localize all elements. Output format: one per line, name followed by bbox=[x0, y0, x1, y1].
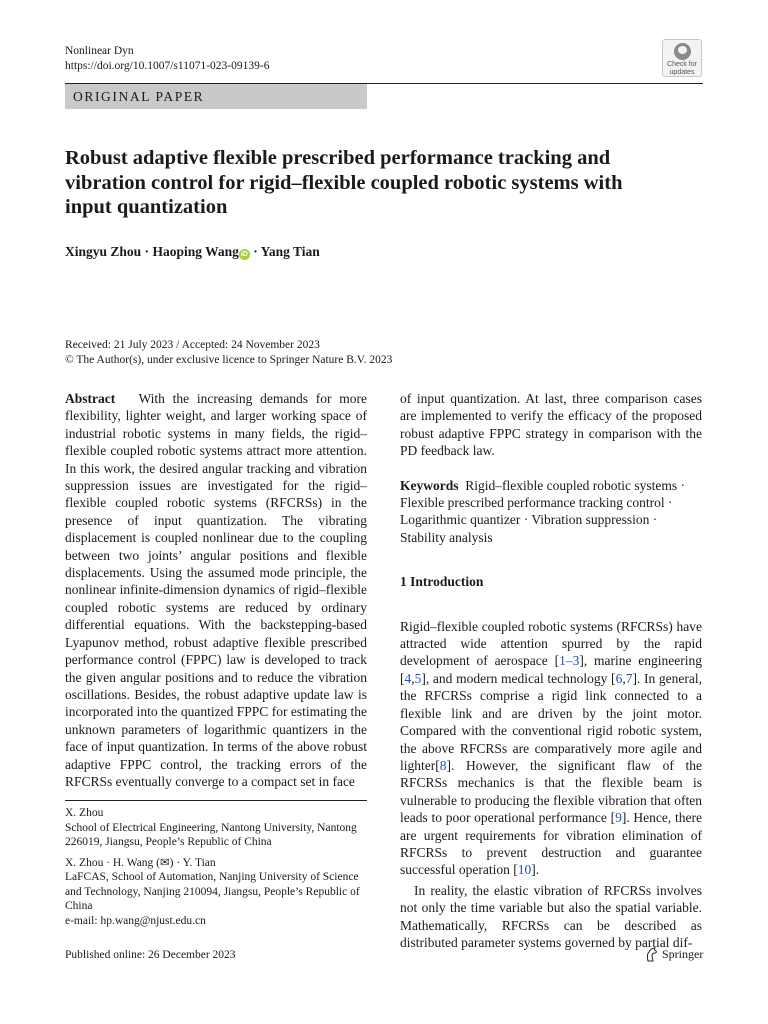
abstract-label: Abstract bbox=[65, 391, 116, 406]
left-column bbox=[65, 390, 367, 790]
copyright-notice: © The Author(s), under exclusive licence to Springer Nature B.V. 2023 bbox=[65, 354, 393, 366]
citation-link[interactable]: 4 bbox=[404, 670, 412, 686]
affiliation-address: School of Electrical Engineering, Nantong University, Nantong 226019, Jiangsu, People’s Republic of China bbox=[65, 821, 357, 848]
publisher-logo[interactable] bbox=[645, 947, 703, 962]
affiliation-name: X. Zhou · H. Wang (✉) · Y. Tian bbox=[65, 856, 216, 869]
affiliation-rule bbox=[65, 800, 367, 801]
affiliations bbox=[65, 806, 370, 928]
citation-link[interactable]: 10 bbox=[517, 862, 532, 878]
orcid-icon[interactable]: iD bbox=[240, 251, 248, 258]
received-accepted: Received: 21 July 2023 / Accepted: 24 November 2023 bbox=[65, 339, 320, 351]
abstract-text: With the increasing demands for more flexibility, lighter weight, and larger working space of industrial robotic systems in many fields, the rigid–flexible coupled robotic systems attract more attention. In this work, the desired angular tracking and vibration suppression issues are investigated for the rigid–flexible coupled robotic systems (RFCRSs) in the presence of input quantization. The vibrating displacement is coupled nonlinear due to the coupling between two joints’ angular positions and flexible displacements. Using the assumed mode principle, the nonlinear infinite-dimension dynamics of rigid–flexible coupled robotic systems are reduced by ordinary differential equations. With the backstepping-based Lyapunov method, robust adaptive flexible prescribed performance control (FPPC) law is developed to track the given angular positions and to reduce the vibration oscillations. Besides, the robust adaptive update law is incorporated into the quantized FPPC for estimating the unknown parameters of logarithmic quantizers in the face of input quantization. In terms of the above robust adaptive FPPC control, the tracking errors of the RFCRSs eventually converge to a compact set in face bbox=[65, 391, 368, 789]
abstract-paragraph bbox=[65, 390, 367, 790]
right-column bbox=[400, 390, 702, 951]
citation-link[interactable]: 9 bbox=[615, 810, 622, 826]
journal-header bbox=[65, 44, 269, 74]
citation-link[interactable]: 6 bbox=[615, 670, 623, 686]
author-separator: · bbox=[144, 244, 150, 259]
check-updates-line2: updates bbox=[669, 69, 695, 76]
paper-type-banner: ORIGINAL PAPER bbox=[65, 84, 367, 109]
intro-paragraph: In reality, the elastic vibration of RFCRSs involves not only the time variable but also the spatial variable. Mathematically, RFCRSs can be described as distributed parameter systems governed by partial dif- bbox=[400, 882, 702, 950]
citation-link[interactable]: 1–3 bbox=[559, 653, 580, 669]
citation-link[interactable]: 5 bbox=[414, 670, 422, 686]
check-for-updates-badge[interactable] bbox=[662, 39, 702, 77]
keywords-block bbox=[400, 477, 702, 547]
author-name[interactable]: Yang Tian bbox=[260, 244, 320, 259]
article-dates bbox=[65, 338, 392, 368]
corresponding-email[interactable]: e-mail: hp.wang@njust.edu.cn bbox=[65, 914, 206, 927]
section-heading-introduction: 1 Introduction bbox=[400, 574, 484, 590]
keywords-text: Rigid–flexible coupled robotic systems · Flexible prescribed performance tracking control · Logarithmic quantizer · Vibration suppression · Stability analysis bbox=[400, 477, 685, 545]
intro-paragraph: Rigid–flexible coupled robotic systems (RFCRSs) have attracted wide attention spurred by the rapid development of aerospace [1–3], marine engineering [4,5], and modern medical technology [6,7]. In general, the RFCRSs comprise a rigid link connected to a flexible link and are driven by the joint motor. Compared with the conventional rigid robotic system, the above RFCRSs are comparatively more agile and lighter[8]. However, the significant flaw of the RFCRSs mechanics is that the flexible beam is vulnerable to producing the flexible vibration that often leads to poor operational performance [9]. Hence, there are urgent requirements for vibration elimination of RFCRSs to prevent destruction and guarantee successful operation [10]. bbox=[400, 618, 702, 878]
affiliation-address: LaFCAS, School of Automation, Nanjing University of Science and Technology, Nanjing 210094, Jiangsu, People’s Republic of China bbox=[65, 871, 360, 912]
citation-link[interactable]: 7 bbox=[625, 670, 633, 686]
keywords-label: Keywords bbox=[400, 477, 459, 493]
published-date: Published online: 26 December 2023 bbox=[65, 949, 236, 961]
check-updates-line1: Check for bbox=[667, 61, 697, 68]
author-name[interactable]: Haoping Wang bbox=[152, 244, 239, 259]
author-separator: · bbox=[253, 244, 258, 259]
journal-name: Nonlinear Dyn bbox=[65, 45, 134, 57]
publisher-name: Springer bbox=[662, 947, 704, 961]
check-updates-icon bbox=[674, 43, 691, 60]
affiliation-name: X. Zhou bbox=[65, 807, 104, 819]
springer-horse-icon bbox=[645, 947, 658, 962]
author-list bbox=[65, 243, 320, 260]
paper-title: Robust adaptive flexible prescribed performance tracking and vibration control for rigid–flexible coupled robotic systems with input quantization bbox=[65, 147, 623, 218]
citation-link[interactable]: 8 bbox=[439, 757, 447, 773]
abstract-continuation: of input quantization. At last, three comparison cases are implemented to verify the efficacy of the proposed robust adaptive FPPC strategy in comparison with the PD feedback law. bbox=[400, 391, 702, 459]
doi-link[interactable]: https://doi.org/10.1007/s11071-023-09139-6 bbox=[65, 60, 270, 72]
author-name[interactable]: Xingyu Zhou bbox=[65, 244, 142, 259]
